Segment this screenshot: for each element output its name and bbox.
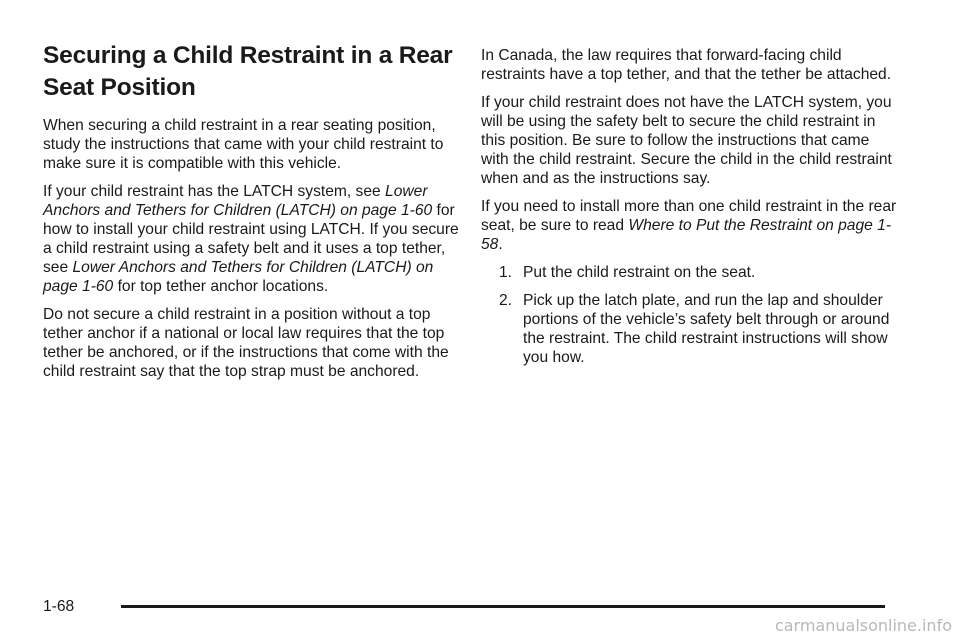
latch-paragraph bbox=[43, 182, 461, 296]
canada-law-paragraph: In Canada, the law requires that forward-facing child restraints have a top tether, and that the tether be attached. bbox=[481, 47, 892, 83]
section-heading: Securing a Child Restraint in a Rear Seat Position bbox=[43, 42, 453, 101]
multiple-restraints-paragraph bbox=[481, 197, 899, 254]
multiple-text-b: . bbox=[498, 236, 503, 253]
multiple-text-a: If you need to install more than one child restraint in the rear seat, be sure to read bbox=[481, 198, 897, 234]
step-number: 1. bbox=[499, 264, 513, 281]
latch-text-b: for how to install your child restraint using LATCH. If you secure a child restraint using a safety belt and it uses a top tether, see bbox=[43, 202, 459, 276]
intro-paragraph: When securing a child restraint in a rear seating position, study the instructions that came with your child restraint to make sure it is compatible with this vehicle. bbox=[43, 117, 444, 172]
page-footer bbox=[43, 597, 885, 617]
site-watermark: carmanualsonline.info bbox=[774, 616, 952, 635]
step-text: Pick up the latch plate, and run the lap and shoulder portions of the vehicle’s safety belt through or around the restraint. The child restraint instructions will show you how. bbox=[523, 292, 890, 366]
page-number: 1-68 bbox=[43, 598, 75, 615]
restraint-location-reference-link[interactable]: Where to Put the Restraint on page 1-58 bbox=[481, 217, 892, 253]
latch-text-a: If your child restraint has the LATCH system, see bbox=[43, 183, 386, 200]
top-tether-law-paragraph: Do not secure a child restraint in a position without a top tether anchor if a national or local law requires that the top tether be anchored, or if the instructions that come with the child restraint say that the top strap must be anchored. bbox=[43, 306, 449, 380]
list-item bbox=[499, 291, 899, 367]
top-tether-reference-link[interactable]: Lower Anchors and Tethers for Children (LATCH) on page 1-60 bbox=[43, 259, 434, 295]
latch-text-c: for top tether anchor locations. bbox=[113, 278, 329, 295]
step-text: Put the child restraint on the seat. bbox=[523, 264, 756, 281]
latch-reference-link[interactable]: Lower Anchors and Tethers for Children (LATCH) on page 1-60 bbox=[43, 183, 433, 219]
no-latch-paragraph: If your child restraint does not have the LATCH system, you will be using the safety belt to secure the child restraint in this position. Be sure to follow the instructions that came with the child restraint. Secure the child in the child restraint when and as the instructions say. bbox=[481, 94, 892, 187]
step-number: 2. bbox=[499, 292, 513, 309]
left-column bbox=[43, 40, 461, 390]
installation-steps bbox=[481, 263, 899, 367]
footer-rule bbox=[121, 605, 885, 608]
right-column bbox=[481, 46, 899, 376]
list-item bbox=[499, 263, 899, 282]
